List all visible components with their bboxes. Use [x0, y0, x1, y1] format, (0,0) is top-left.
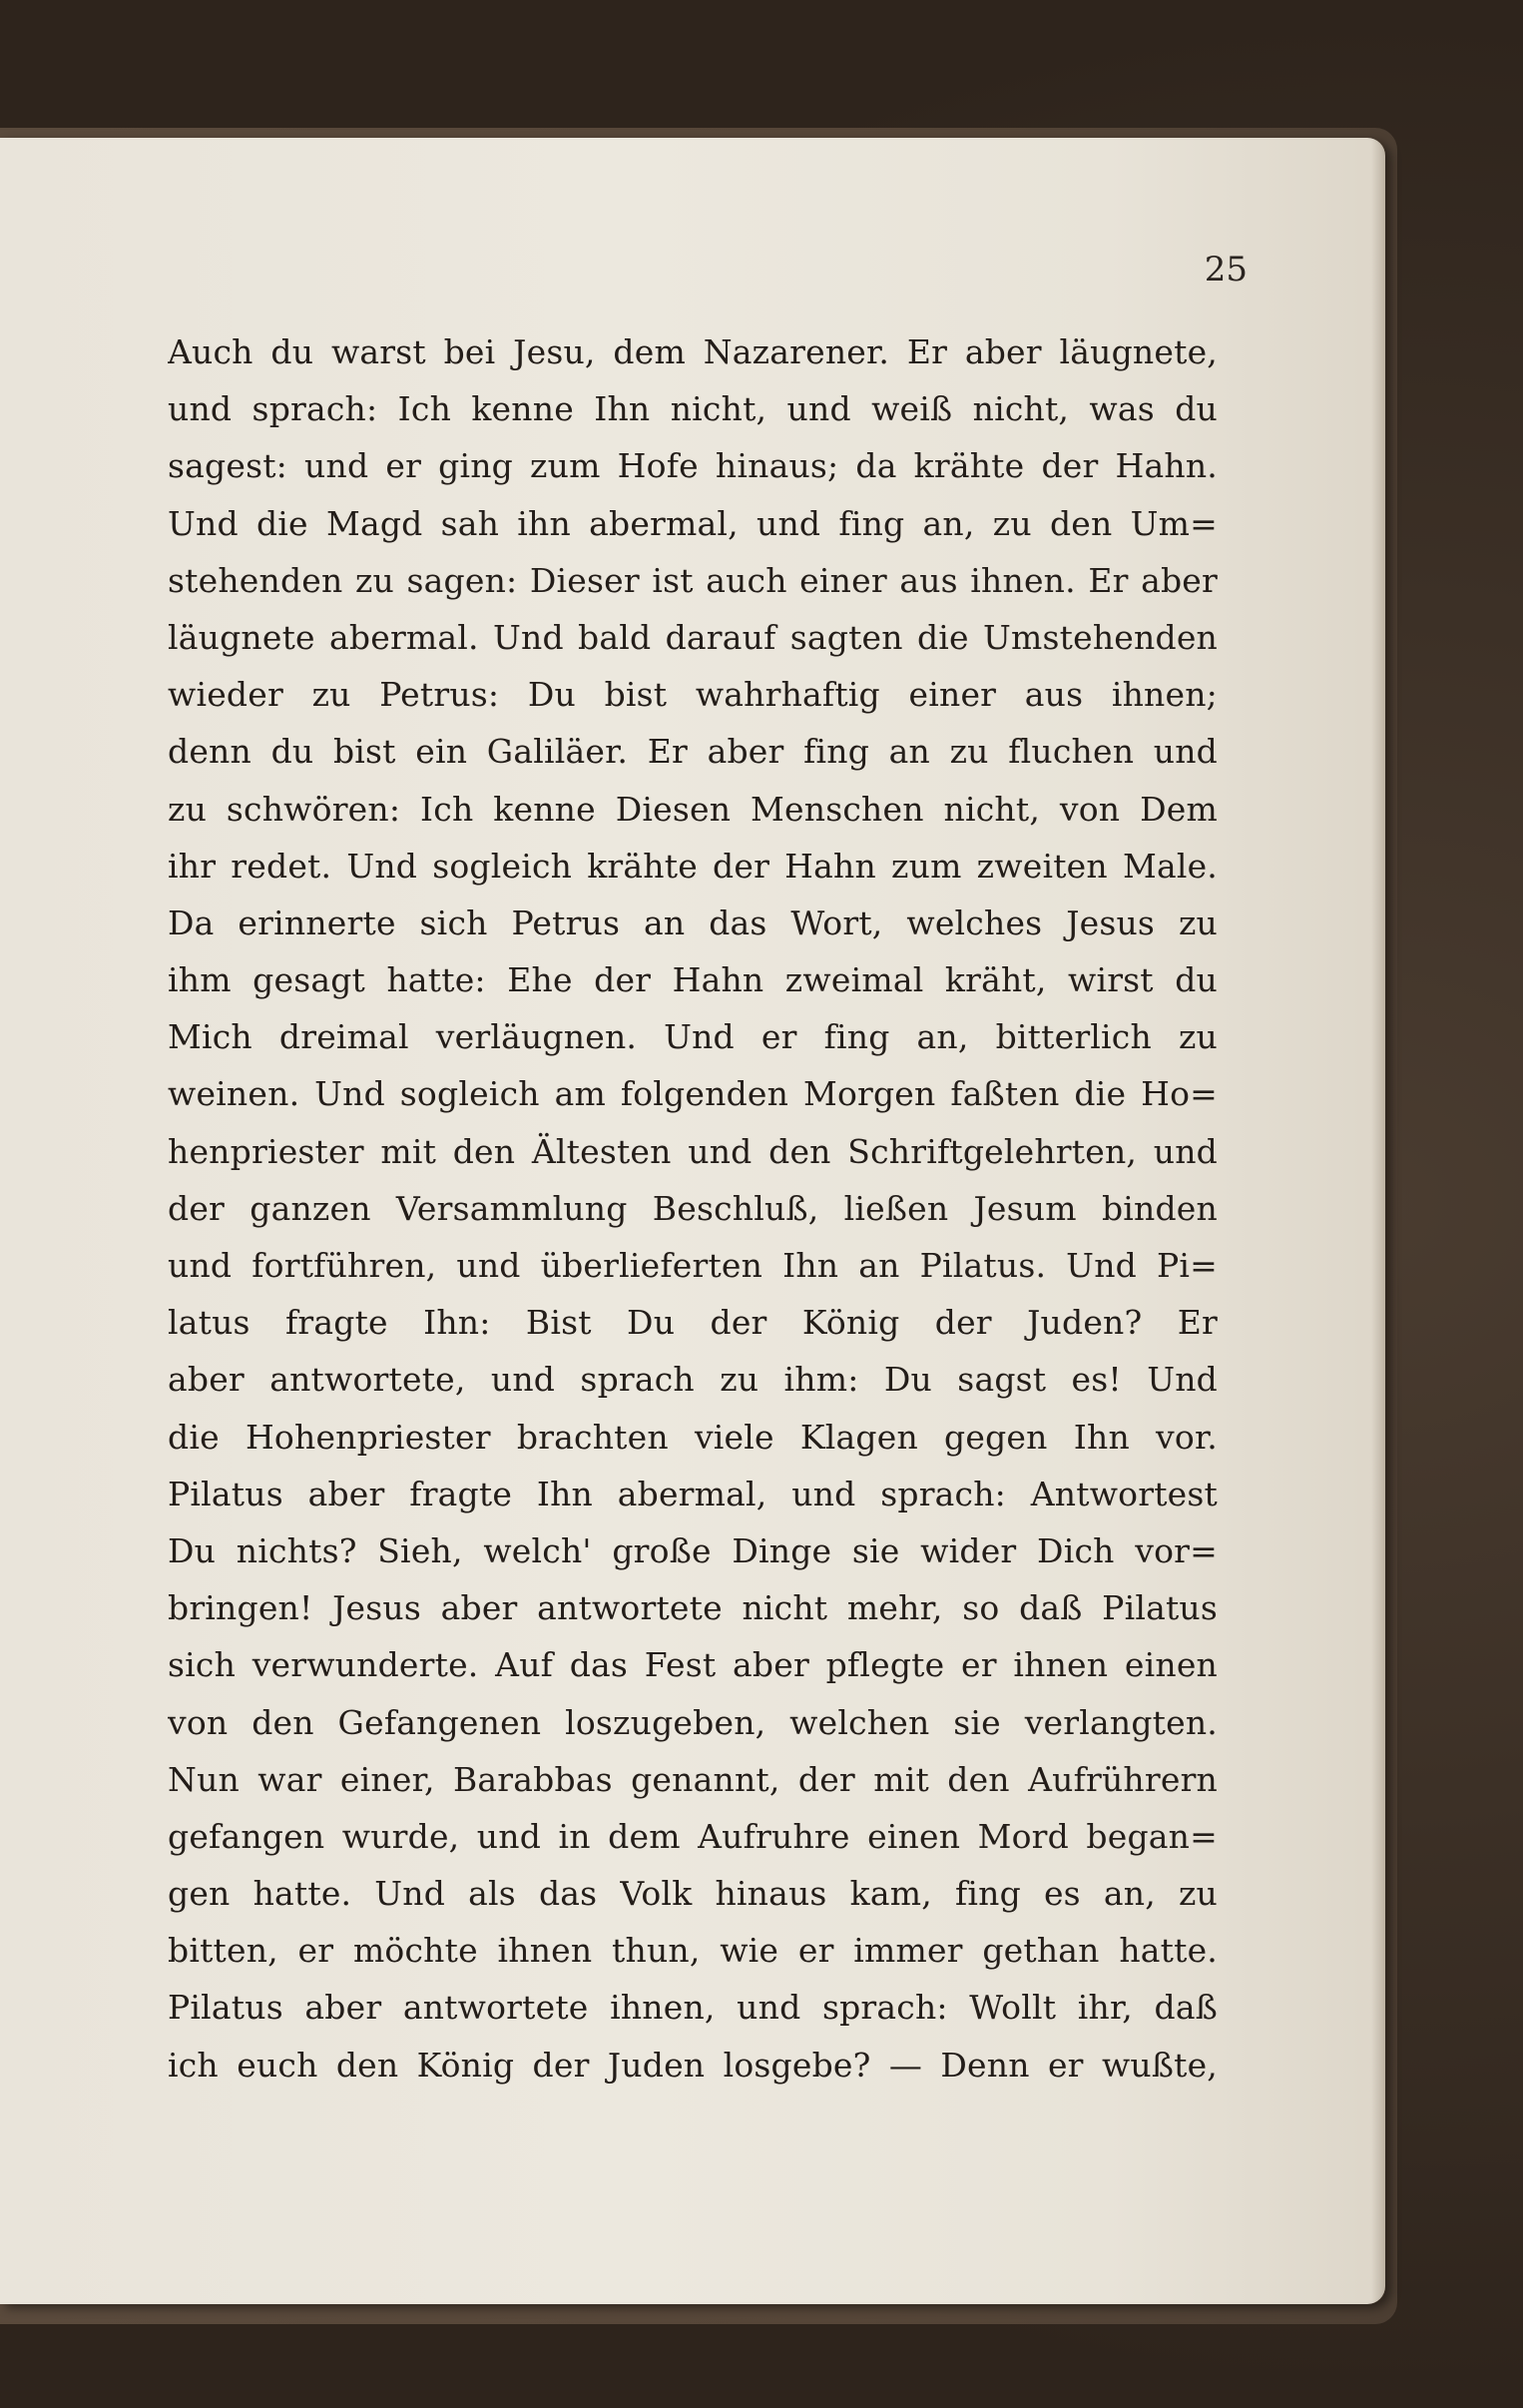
text-line: die Hohenpriester brachten viele Klagen gegen Ihn vor.	[168, 1417, 1218, 1457]
text-line: Auch du warst bei Jesu, dem Nazarener. Er aber läugnete,	[168, 332, 1218, 371]
text-line: und sprach: Ich kenne Ihn nicht, und weiß nicht, was du	[168, 389, 1218, 429]
text-line: Nun war einer, Barabbas genannt, der mit den Aufrührern	[168, 1759, 1218, 1799]
text-line: Pilatus aber antwortete ihnen, und sprach: Wollt ihr, daß	[168, 1988, 1218, 2028]
text-line: von den Gefangenen loszugeben, welchen sie verlangten.	[168, 1702, 1218, 1742]
text-line: und fortführen, und überlieferten Ihn an Pilatus. Und Pi=	[168, 1246, 1218, 1285]
text-line: Du nichts? Sieh, welch' große Dinge sie wider Dich vor=	[168, 1530, 1218, 1570]
text-line: läugnete abermal. Und bald darauf sagten die Umstehenden	[168, 617, 1218, 657]
text-line: gen hatte. Und als das Volk hinaus kam, fing es an, zu	[168, 1874, 1218, 1914]
text-line: latus fragte Ihn: Bist Du der König der Juden? Er	[168, 1303, 1218, 1343]
book-page	[0, 138, 1385, 2304]
text-line: Mich dreimal verläugnen. Und er fing an, bitterlich zu	[168, 1017, 1218, 1057]
text-line: Pilatus aber fragte Ihn abermal, und sprach: Antwortest	[168, 1474, 1218, 1513]
text-line: aber antwortete, und sprach zu ihm: Du sagst es! Und	[168, 1360, 1218, 1400]
text-line: ihr redet. Und sogleich krähte der Hahn zum zweiten Male.	[168, 846, 1218, 886]
text-line: der ganzen Versammlung Beschluß, ließen Jesum binden	[168, 1188, 1218, 1228]
text-line: sich verwunderte. Auf das Fest aber pflegte er ihnen einen	[168, 1645, 1218, 1685]
text-line: gefangen wurde, und in dem Aufruhre einen Mord began=	[168, 1816, 1218, 1856]
text-line: denn du bist ein Galiläer. Er aber fing an zu fluchen und	[168, 732, 1218, 772]
text-line: bitten, er möchte ihnen thun, wie er immer gethan hatte.	[168, 1931, 1218, 1971]
text-line: Und die Magd sah ihn abermal, und fing an, zu den Um=	[168, 503, 1218, 543]
page-text	[168, 323, 1218, 2094]
text-line: henpriester mit den Ältesten und den Schriftgelehrten, und	[168, 1131, 1218, 1171]
text-line: ich euch den König der Juden losgebe? — Denn er wußte,	[168, 2045, 1218, 2085]
text-line: Da erinnerte sich Petrus an das Wort, welches Jesus zu	[168, 903, 1218, 942]
text-line: bringen! Jesus aber antwortete nicht mehr, so daß Pilatus	[168, 1588, 1218, 1628]
text-line: stehenden zu sagen: Dieser ist auch einer aus ihnen. Er aber	[168, 560, 1218, 600]
text-line: sagest: und er ging zum Hofe hinaus; da krähte der Hahn.	[168, 446, 1218, 486]
page-number: 25	[1204, 250, 1248, 290]
text-line: wieder zu Petrus: Du bist wahrhaftig einer aus ihnen;	[168, 675, 1218, 715]
text-line: weinen. Und sogleich am folgenden Morgen faßten die Ho=	[168, 1074, 1218, 1114]
text-line: ihm gesagt hatte: Ehe der Hahn zweimal kräht, wirst du	[168, 960, 1218, 1000]
page-edge-shadow	[1371, 138, 1385, 2304]
text-line: zu schwören: Ich kenne Diesen Menschen nicht, von Dem	[168, 789, 1218, 829]
